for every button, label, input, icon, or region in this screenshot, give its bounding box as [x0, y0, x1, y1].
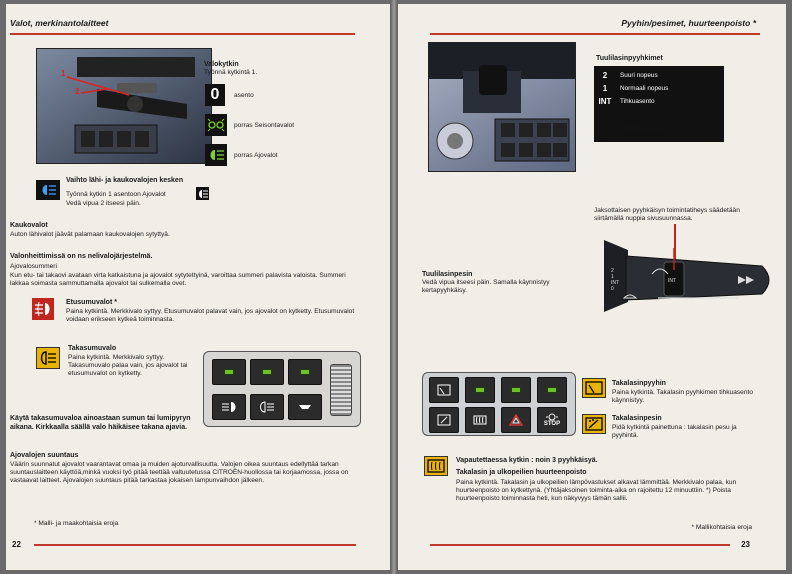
kaukovalot-text: Auton lähivalot jäävät palamaan kaukovalojen sytyttyä. [10, 231, 170, 238]
header-rule-right [430, 33, 760, 35]
rear-washer-switch[interactable] [429, 407, 459, 433]
wipers-title: Tuulilasinpyyhkimet [596, 55, 663, 62]
photo-label-1: 1 [61, 69, 66, 78]
dimmer-thumbwheel[interactable] [330, 364, 352, 416]
valokytkin-title: Valokytkin [204, 61, 239, 68]
page-number-right: 23 [741, 540, 750, 549]
page-header-left: Valot, merkinantolaitteet [10, 18, 109, 28]
page-header-right: Pyyhin/pesimet, huurteenpoisto * [621, 18, 756, 28]
suuntaus-text: Väärin suunnatut ajovalot vaarantavat omaa ja muiden ajoturvallisuutta. Valojen oikea suuntaus edellyttää tarkan suuntauslaitteen käyttöä,minkä vuoksi työ pitää teettää valtuutetussa CITROËN-huollossa tai korjaamossa, jossa on vastaavat laitteet. Ajovalojen suuntaus pitää tarkastaa jokaisen lampunvaihdon jälkeen. [10, 461, 349, 485]
rear-wiper-icon [582, 378, 606, 398]
stalk-int-label: INT [668, 278, 677, 284]
etusumu-title: Etusumuvalot * [66, 299, 117, 306]
wiper-pos-0: 0 asento [602, 116, 640, 126]
wiper-pos-int: INT Tihkuasento [598, 96, 655, 106]
footnote-right: * Mallikohtaisia eroja [691, 524, 752, 531]
rear-defrost-icon [424, 456, 448, 476]
switch-led-3[interactable] [537, 377, 567, 403]
rear-wiper-switch[interactable] [429, 377, 459, 403]
takalasinpyyhin-text: Paina kytkintä. Takalasin pyyhkimen tihkuasento käynnistyy. [612, 389, 753, 405]
kaukovalot-title: Kaukovalot [10, 222, 48, 229]
rear-fog-icon [36, 347, 60, 369]
summeri-text: Kun etu- tai takaovi avataan virta katkaistuna ja ajovalot sytytettyinä, varoittaa summeri palavista valoista. Summeri lakkaa soimasta sammuttamalla ajovalot tai sulkemalla ovet. [10, 272, 346, 288]
takalasinpyyhin-title: Takalasinpyyhin [612, 380, 666, 387]
switch-top-2[interactable] [250, 359, 284, 385]
wiper-pos-1: 1 Normaali nopeus [602, 83, 669, 93]
light-stalk-photo [36, 48, 212, 164]
fog-switch-panel [203, 351, 361, 427]
page-number-left: 22 [12, 540, 21, 549]
photo-label-2: 2 [75, 87, 80, 96]
takalasinpesin-title: Takalasinpesin [612, 415, 662, 422]
suuntaus-title: Ajovalojen suuntaus [10, 452, 79, 459]
footer-rule-left [34, 544, 356, 546]
footer-rule-right [430, 544, 730, 546]
page-right [398, 4, 786, 570]
high-beam-icon [36, 180, 60, 200]
pesin-title: Tuulilasinpesin [422, 271, 473, 278]
wiper-pos-2: 2 Suuri nopeus [602, 70, 658, 80]
switch-led-1[interactable] [465, 377, 495, 403]
pesin-text: Vedä vipua itseesi päin. Samalla käynnistyy kertapyyhkäisy. [422, 279, 550, 295]
single-wipe-icon [594, 128, 616, 140]
header-rule [10, 33, 355, 35]
rear-defrost-switch[interactable] [465, 407, 495, 433]
hazard-switch[interactable] [501, 407, 531, 433]
wiper-pos-single: Kertapyyhkäisy [594, 127, 663, 141]
parking-lights-icon [205, 114, 227, 136]
footnote-left: * Malli- ja maakohtaisia eroja [34, 520, 119, 527]
vaihto-line2: Vedä vipua 2 itseesi päin. [66, 200, 141, 207]
book-gutter [390, 0, 398, 574]
takasumu-text: Paina kytkintä. Merkkivalo syttyy. Takasumuvalo palaa vain, jos ajovalot tai etusumuvalot on kytketty. [68, 354, 188, 378]
rear-washer-icon [582, 414, 606, 434]
vapautettaessa-title: Vapautettaessa kytkin : noin 3 pyyhkäisyä. [456, 457, 598, 464]
summeri-subtitle: Ajovalosummeri [10, 263, 57, 270]
valokytkin-item-2: porras Ajovalot [234, 152, 278, 159]
vaihto-title: Vaihto lähi- ja kaukovalojen kesken [66, 177, 184, 184]
interior-light-switch[interactable] [288, 394, 322, 420]
headlight-small-icon [196, 187, 209, 200]
takasumu-title: Takasumuvalo [68, 345, 117, 352]
switch-top-3[interactable] [288, 359, 322, 385]
fog-warning: Käytä takasumuvaloa ainoastaan sumun tai lumipyryn aikana. Kirkkaalla säällä valo häikäisee takana ajavia. [10, 415, 191, 431]
page-left [6, 4, 390, 570]
valokytkin-item-0: asento [234, 92, 254, 99]
jaksottainen-text: Jaksottaisen pyyhkäisyn toimintatiheys säädetään siirtämällä nuppia sivusuunnassa. [594, 207, 740, 223]
huurteenpoisto-text: Paina kytkintä. Takalasin ja ulkopeilien lämpövastukset alkavat lämmittää. Merkkivalo palaa, kun huurteenpoisto on kytkettynä. (Yhtäjaksoinen toiminta-aika on rajoitettu 12 minuuttiin. *) Poista huurteenpoisto toiminnasta heti, kun näkyvyys tämän sallii. [456, 479, 737, 503]
zero-position-icon: 0 [205, 84, 225, 106]
huurteenpoisto-title: Takalasin ja ulkopeilien huurteenpoisto [456, 469, 587, 476]
stop-switch[interactable]: STOP [537, 407, 567, 433]
switch-top-1[interactable] [212, 359, 246, 385]
dashboard-photo [428, 42, 576, 172]
wiper-stalk-illustration [598, 240, 778, 312]
valokytkin-item-1: porras Seisontavalot [234, 122, 295, 129]
etusumu-text: Paina kytkintä. Merkkivalo syttyy. Etusumuvalot palavat vain, jos ajovalot on kytketty. Etusumuvalot voidaan erikseen kytkeä toiminnasta. [66, 308, 355, 324]
valokytkin-desc: Työnnä kytkintä 1. [204, 69, 258, 76]
stalk-positions: 2 1 INT 0 [611, 268, 620, 292]
front-fog-switch[interactable] [212, 394, 246, 420]
rear-switch-panel [422, 372, 576, 436]
nelivalo-title: Valonheittimissä on ns nelivalojärjestelmä. [10, 253, 153, 260]
vaihto-line1: Työnnä kytkin 1 asentoon Ajovalot [66, 191, 166, 198]
front-fog-icon [32, 298, 54, 320]
wiper-extra-list [594, 116, 724, 142]
takalasinpesin-text: Pidä kytkintä painettuna : takalasin pesu ja pyyhintä. [612, 424, 737, 440]
rear-fog-switch[interactable] [250, 394, 284, 420]
switch-led-2[interactable] [501, 377, 531, 403]
headlights-icon [205, 144, 227, 166]
